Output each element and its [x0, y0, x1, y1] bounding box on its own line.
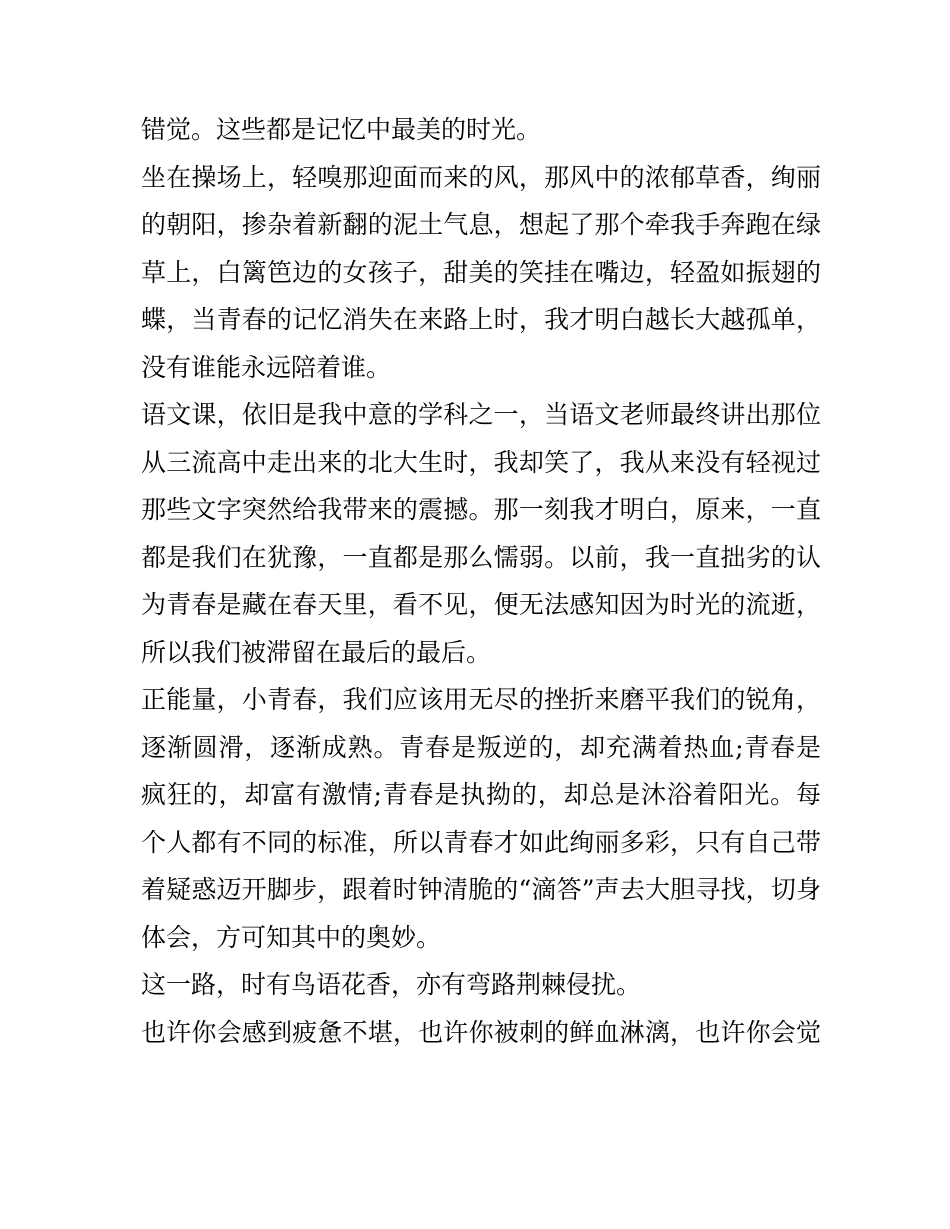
text-line: 的朝阳，掺杂着新翻的泥土气息，想起了那个牵我手奔跑在绿 [141, 210, 821, 239]
text-line: 也许你会感到疲惫不堪，也许你被刺的鲜血淋漓，也许你会觉 [141, 1017, 821, 1047]
text-line: 所以我们被滞留在最后的最后。 [141, 637, 492, 667]
text-line: 语文课，依旧是我中意的学科之一，当语文老师最终讲出那位 [141, 400, 821, 429]
text-line: 那些文字突然给我带来的震撼。那一刻我才明白，原来，一直 [141, 495, 821, 524]
text-line: 逐渐圆滑，逐渐成熟。青春是叛逆的，却充满着热血;青春是 [141, 732, 821, 762]
text-line: 坐在操场上，轻嗅那迎面而来的风，那风中的浓郁草香，绚丽 [141, 162, 821, 192]
text-line: 为青春是藏在春天里，看不见，便无法感知因为时光的流逝， [141, 590, 821, 619]
text-line: 从三流高中走出来的北大生时，我却笑了，我从来没有轻视过 [141, 447, 821, 477]
text-line: 体会，方可知其中的奥妙。 [141, 922, 442, 952]
text-line: 没有谁能永远陪着谁。 [141, 352, 392, 382]
text-line: 个人都有不同的标准，所以青春才如此绚丽多彩，只有自己带 [141, 827, 821, 857]
text-line: 蝶，当青春的记忆消失在来路上时，我才明白越长大越孤单， [141, 305, 821, 334]
text-line: 都是我们在犹豫，一直都是那么懦弱。以前，我一直拙劣的认 [141, 542, 821, 572]
body-text [141, 106, 821, 1056]
text-line: 草上，白篱笆边的女孩子，甜美的笑挂在嘴边，轻盈如振翅的 [141, 257, 821, 287]
text-line: 错觉。这些都是记忆中最美的时光。 [141, 115, 542, 144]
text-line: 这一路，时有鸟语花香，亦有弯路荆棘侵扰。 [141, 970, 642, 999]
text-line: 正能量，小青春，我们应该用无尽的挫折来磨平我们的锐角， [141, 685, 821, 714]
text-line: 着疑惑迈开脚步，跟着时钟清脆的“滴答”声去大胆寻找，切身 [141, 875, 821, 904]
text-line: 疯狂的，却富有激情;青春是执拗的，却总是沐浴着阳光。每 [141, 780, 821, 809]
